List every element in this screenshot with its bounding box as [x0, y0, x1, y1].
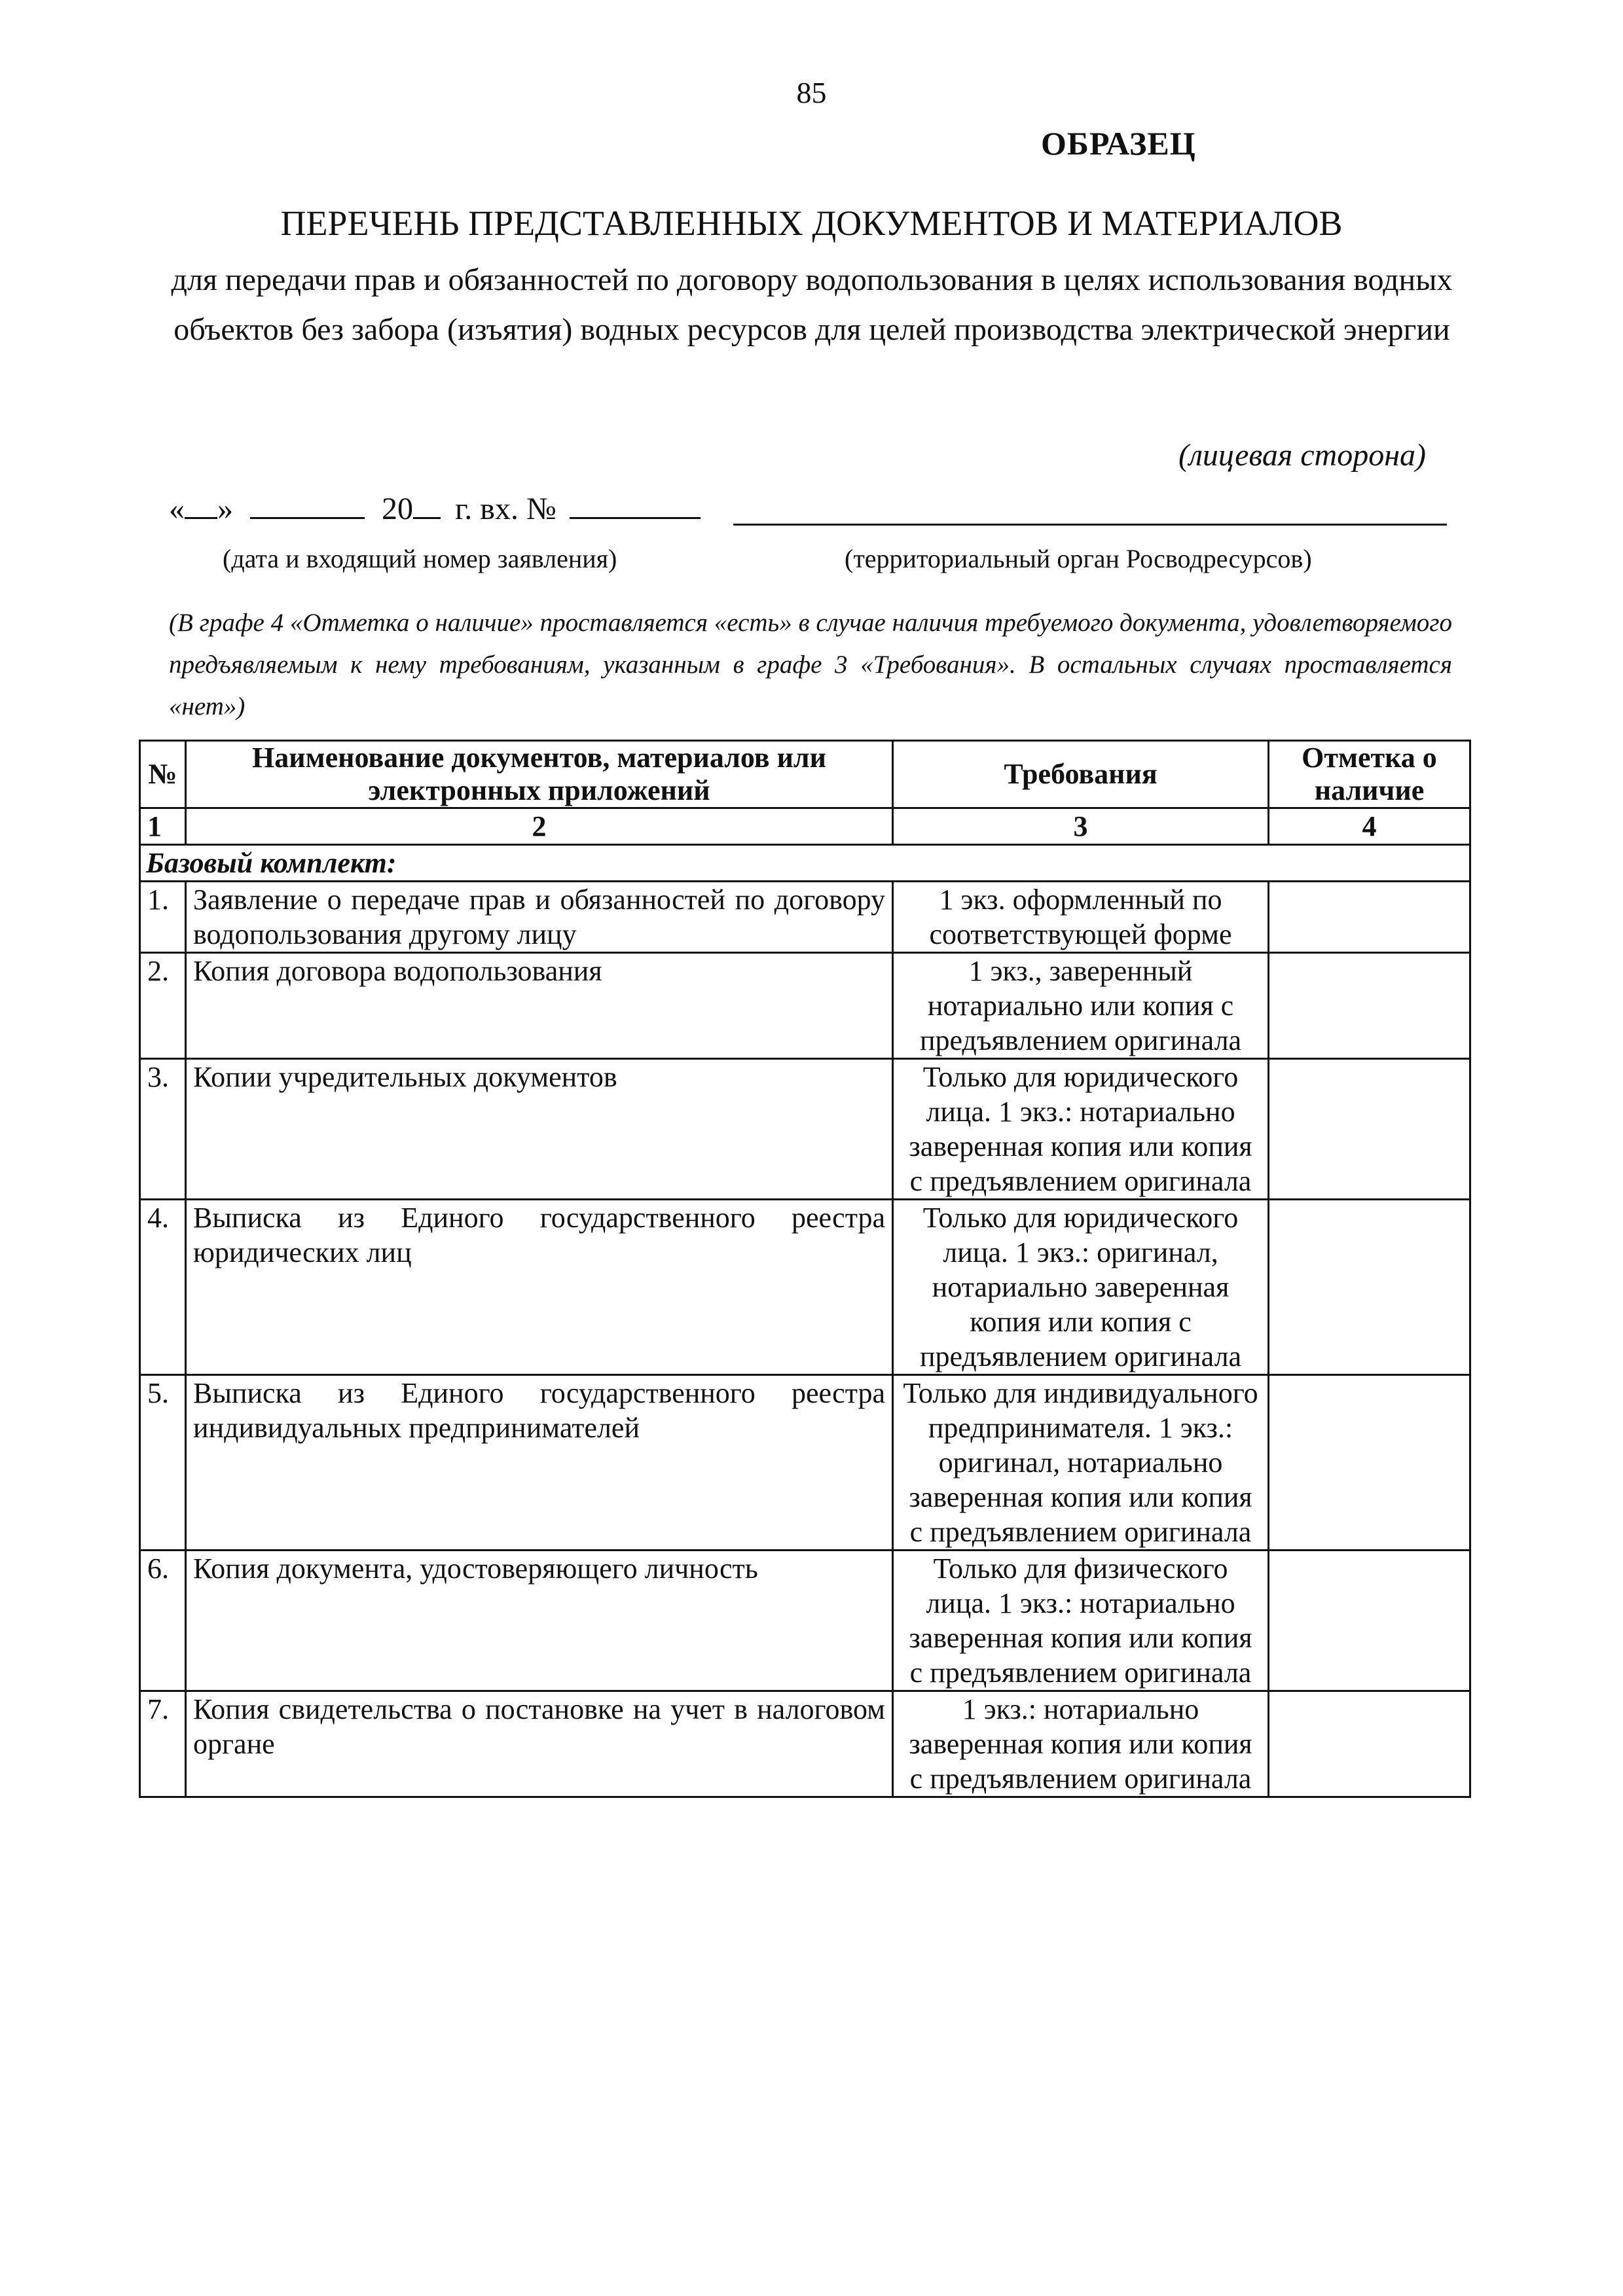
header-num: №: [140, 741, 186, 808]
row-requirements: 1 экз.: нотариально заверенная копия или копия с предъявлением оригинала: [893, 1691, 1269, 1797]
row-document-name: Заявление о передаче прав и обязанностей по договору водопользования другому лицу: [186, 882, 893, 953]
registration-line: [169, 490, 701, 527]
row-mark-cell[interactable]: [1269, 882, 1470, 953]
row-mark-cell[interactable]: [1269, 1551, 1470, 1691]
table-row: [140, 882, 1470, 953]
caption-date-number: (дата и входящий номер заявления): [223, 544, 617, 573]
row-document-name: Копия свидетельства о постановке на учет в налоговом органе: [186, 1691, 893, 1797]
documents-table: [139, 740, 1471, 1798]
table-row: [140, 953, 1470, 1059]
column-number: 1: [140, 808, 186, 845]
row-requirements: Только для физического лица. 1 экз.: нотариально заверенная копия или копия с предъявлением оригинала: [893, 1551, 1269, 1691]
day-blank[interactable]: [185, 490, 217, 519]
row-requirements: Только для юридического лица. 1 экз.: нотариально заверенная копия или копия с предъявлением оригинала: [893, 1059, 1269, 1200]
row-number: 3.: [140, 1059, 186, 1200]
column-number: 3: [893, 808, 1269, 845]
row-requirements: 1 экз., заверенный нотариально или копия с предъявлением оригинала: [893, 953, 1269, 1059]
header-requirements: Требования: [893, 741, 1269, 808]
row-document-name: Копия документа, удостоверяющего личность: [186, 1551, 893, 1691]
row-requirements: 1 экз. оформленный по соответствующей форме: [893, 882, 1269, 953]
row-number: 6.: [140, 1551, 186, 1691]
row-number: 7.: [140, 1691, 186, 1797]
row-document-name: Копия договора водопользования: [186, 953, 893, 1059]
table-header-row: [140, 741, 1470, 808]
row-number: 5.: [140, 1375, 186, 1551]
document-subtitle: для передачи прав и обязанностей по договору водопользования в целях использования водных объектов без забора (изъятия) водных ресурсов для целей производства электрической энергии: [171, 262, 1453, 347]
table-row: [140, 1551, 1470, 1691]
month-blank[interactable]: [250, 490, 365, 519]
column-number: 4: [1269, 808, 1470, 845]
caption-territorial-body: (территориальный орган Росводресурсов): [845, 544, 1312, 573]
row-mark-cell[interactable]: [1269, 1691, 1470, 1797]
row-document-name: Выписка из Единого государственного реестра индивидуальных предпринимателей: [186, 1375, 893, 1551]
sample-label: ОБРАЗЕЦ: [1041, 125, 1196, 162]
document-title: ПЕРЕЧЕНЬ ПРЕДСТАВЛЕННЫХ ДОКУМЕНТОВ И МАТЕРИАЛОВ: [280, 204, 1343, 243]
row-mark-cell[interactable]: [1269, 1375, 1470, 1551]
row-requirements: Только для индивидуального предпринимателя. 1 экз.: оригинал, нотариально заверенная копия или копия с предъявлением оригинала: [893, 1375, 1269, 1551]
incoming-number-label: г. вх. №: [455, 492, 556, 526]
open-quote: «: [169, 492, 185, 526]
row-mark-cell[interactable]: [1269, 953, 1470, 1059]
column-number-row: [140, 808, 1470, 845]
incoming-number-blank[interactable]: [570, 490, 701, 519]
territorial-body-blank[interactable]: [733, 524, 1447, 526]
row-mark-cell[interactable]: [1269, 1059, 1470, 1200]
section-row: [140, 845, 1470, 882]
section-label: Базовый комплект:: [140, 845, 1470, 882]
table-row: [140, 1059, 1470, 1200]
row-document-name: Выписка из Единого государственного реестра юридических лиц: [186, 1200, 893, 1375]
instruction-note: (В графе 4 «Отметка о наличие» проставляется «есть» в случае наличия требуемого документа, удовлетворяемого предъявляемым к нему требованиям, указанным в графе 3 «Требования». В остальных случаях проставляется «нет»): [169, 609, 1452, 721]
row-mark-cell[interactable]: [1269, 1200, 1470, 1375]
close-quote: »: [217, 492, 233, 526]
row-number: 2.: [140, 953, 186, 1059]
header-mark: Отметка о наличие: [1269, 741, 1470, 808]
column-number: 2: [186, 808, 893, 845]
row-requirements: Только для юридического лица. 1 экз.: оригинал, нотариально заверенная копия или копия с предъявлением оригинала: [893, 1200, 1269, 1375]
year-blank[interactable]: [413, 490, 441, 519]
row-number: 4.: [140, 1200, 186, 1375]
row-document-name: Копии учредительных документов: [186, 1059, 893, 1200]
page-number: 85: [796, 76, 827, 109]
year-prefix: 20: [382, 492, 413, 526]
table-row: [140, 1691, 1470, 1797]
table-row: [140, 1375, 1470, 1551]
header-name: Наименование документов, материалов или электронных приложений: [186, 741, 893, 808]
row-number: 1.: [140, 882, 186, 953]
table-row: [140, 1200, 1470, 1375]
side-note: (лицевая сторона): [1178, 438, 1426, 473]
